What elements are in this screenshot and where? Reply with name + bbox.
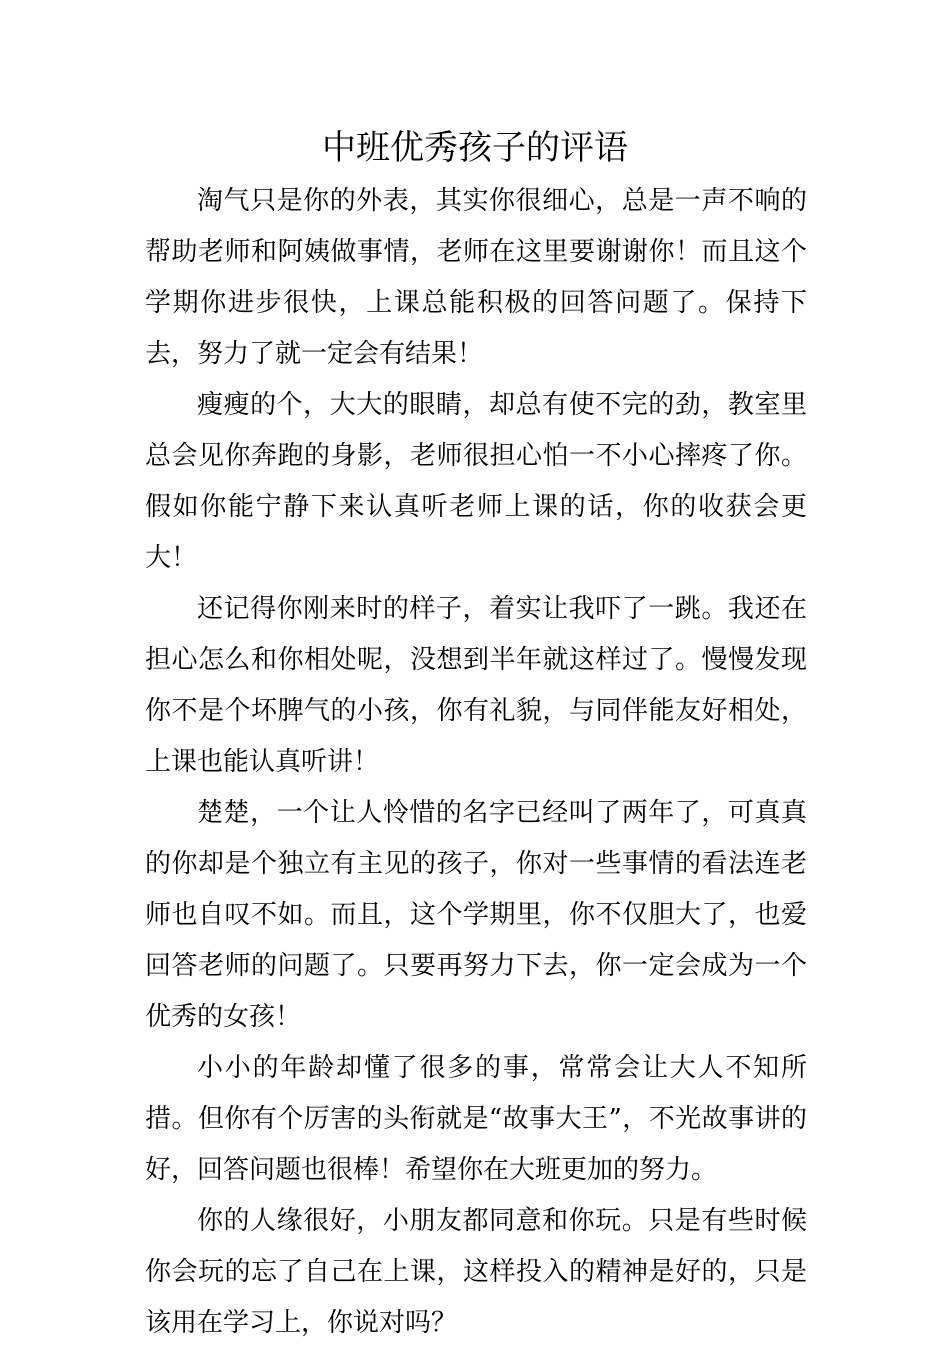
paragraph-5: 小小的年龄却懂了很多的事，常常会让大人不知所措。但你有个厉害的头衔就是“故事大王”，不光故事讲的好，回答问题也很棒！希望你在大班更加的努力。 bbox=[145, 1053, 807, 1185]
paragraph-4: 楚楚，一个让人怜惜的名字已经叫了两年了，可真真的你却是个独立有主见的孩子，你对一些事情的看法连老师也自叹不如。而且，这个学期里，你不仅胆大了，也爱回答老师的问题了。只要再努力下去，你一定会成为一个优秀的女孩！ bbox=[145, 798, 807, 1032]
paragraph-3: 还记得你刚来时的样子，着实让我吓了一跳。我还在担心怎么和你相处呢，没想到半年就这样过了。慢慢发现你不是个坏脾气的小孩，你有礼貌，与同伴能友好相处，上课也能认真听讲！ bbox=[145, 594, 807, 777]
paragraph-6: 你的人缘很好，小朋友都同意和你玩。只是有些时候你会玩的忘了自己在上课，这样投入的精神是好的，只是该用在学习上，你说对吗？ bbox=[145, 1206, 807, 1338]
paragraph-1: 淘气只是你的外表，其实你很细心，总是一声不响的帮助老师和阿姨做事情，老师在这里要谢谢你！而且这个学期你进步很快，上课总能积极的回答问题了。保持下去，努力了就一定会有结果！ bbox=[145, 186, 807, 369]
document-body bbox=[145, 176, 807, 1349]
document-title: 中班优秀孩子的评语 bbox=[322, 128, 628, 168]
paragraph-2: 瘦瘦的个，大大的眼睛，却总有使不完的劲，教室里总会见你奔跑的身影，老师很担心怕一不小心摔疼了你。假如你能宁静下来认真听老师上课的话，你的收获会更大！ bbox=[145, 390, 807, 573]
